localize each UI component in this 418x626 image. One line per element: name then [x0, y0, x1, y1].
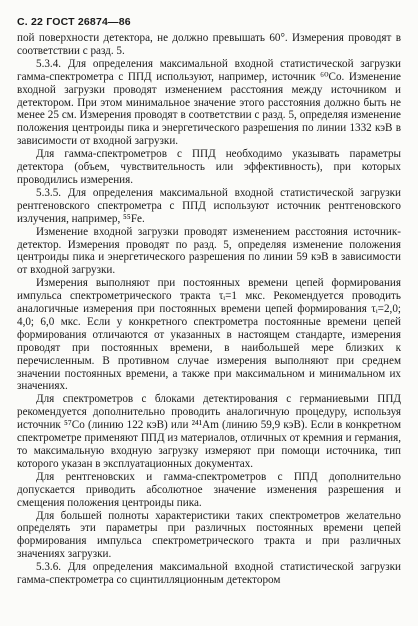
document-body: [17, 32, 401, 587]
paragraph-time-constants: Измерения выполняют при постоянных времени цепей формирования импульса спектрометрического тракта τᵢ=1 мкс. Рекомендуется проводить аналогичные измерения при постоянных времени цепей формирования τᵢ=2,0; 4,0; 6,0 мкс. Если у конкретного спектрометра постоянные времени цепей формирования отличаются от указанных в настоящем стандарте, измерения проводят при постоянных времени, в наибольшей мере близких к перечисленным. В противном случае измерения выполняют при среднем значении постоянных времени, а также при максимальном и минимальном их значениях.: [17, 277, 401, 393]
paragraph-detector-params: Для гамма-спектрометров с ППД необходимо указывать параметры детектора (объем, чувствительность или эффективность), при которых проводились измерения.: [17, 148, 401, 186]
paragraph-5-3-6: 5.3.6. Для определения максимальной входной статистической загрузки гамма-спектрометра со сцинтилляционным детектором: [17, 561, 401, 587]
paragraph-absolute-values: Для рентгеновских и гамма-спектрометров с ППД дополнительно допускается приводить абсолютное значение изменения разрешения и смещения положения центроиды пика.: [17, 470, 401, 509]
paragraph-5-3-5: 5.3.5. Для определения максимальной входной статистической загрузки рентгеновского спектрометра с ППД используют источник рентгеновского излучения, например, ⁵⁵Fe.: [17, 186, 401, 225]
paragraph-completeness: Для большей полноты характеристики таких спектрометров желательно определять эти параметры при различных постоянных времени цепей формирования импульса спектрометрического тракта и при различных значениях загрузки.: [17, 509, 401, 561]
page-header: С. 22 ГОСТ 26874—86: [17, 16, 131, 28]
paragraph-germanium: Для спектрометров с блоками детектирования с германиевыми ППД рекомендуется дополнительно проводить аналогичную процедуру, используя источник ⁵⁷Co (линию 122 кэВ) или ²⁴¹Am (линию 59,9 кэВ). Если в конкретном спектрометре применяют ППД из материалов, отличных от кремния и германия, то максимальную входную загрузку измеряют при помощи источника, тип которого указан в эксплуатационных документах.: [17, 393, 401, 470]
paragraph-5-3-4: 5.3.4. Для определения максимальной входной статистической загрузки гамма-спектрометра с ППД используют, например, источник ⁶⁰Co. Изменение входной загрузки проводят изменением расстояния между источником и детектором. При этом минимальное значение этого расстояния должно быть не менее 25 см. Измерения проводят в соответствии с разд. 5, определяя изменение положения центроиды пика и энергетического разрешения по линии 1332 кэВ в зависимости от входной загрузки.: [17, 57, 401, 148]
paragraph-load-change: Изменение входной загрузки проводят изменением расстояния источник-детектор. Измерения проводят по разд. 5, определяя изменение положения центроиды пика и энергетического разрешения по линии 59 кэВ в зависимости от входной загрузки.: [17, 225, 401, 277]
paragraph-continuation: пой поверхности детектора, не должно превышать 60°. Измерения проводят в соответствии с разд. 5.: [17, 32, 401, 57]
